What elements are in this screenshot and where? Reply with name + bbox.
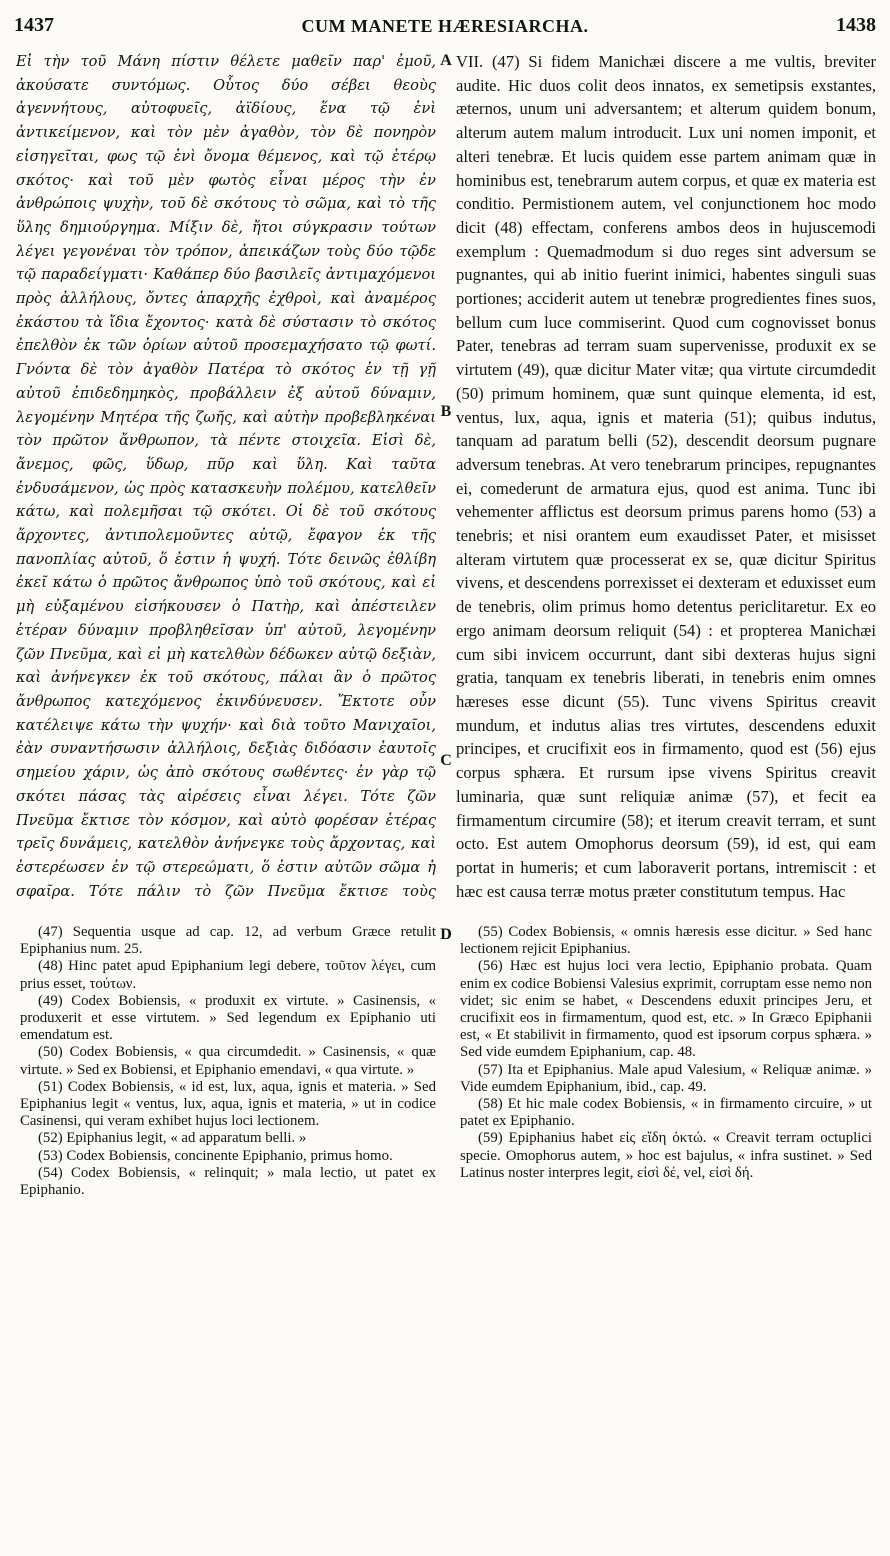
margin-letter-b: B	[440, 403, 452, 420]
footnotes-left	[20, 924, 436, 1544]
footnote: (59) Epiphanius habet εἰς εἴδη ὀκτώ. « Creavit terram octuplici specie. Omophorus autem, » hoc est bajulus, « infra sustinet. » Sed Latinus noster interpres legit, εἰσὶ δέ, vel, εἰσὶ δή.	[460, 1130, 872, 1181]
greek-column	[16, 50, 436, 902]
margin-letter-d: D	[440, 926, 452, 943]
footnote: (58) Et hic male codex Bobiensis, « in firmamento circuire, » ut patet ex Epiphanio.	[460, 1096, 872, 1130]
running-header	[0, 14, 890, 44]
page-number-left: 1437	[14, 14, 54, 36]
page-number-right: 1438	[836, 14, 876, 36]
footnotes-right	[460, 924, 872, 1544]
margin-letter-c: C	[440, 752, 452, 769]
footnote: (47) Sequentia usque ad cap. 12, ad verbum Græce retulit Epiphanius num. 25.	[20, 924, 436, 958]
footnote: (49) Codex Bobiensis, « produxit ex virtute. » Casinensis, « produxerit et esse virtutem. » Sed legendum ex Epiphanio uti emendatum est.	[20, 992, 436, 1044]
latin-column	[456, 50, 876, 902]
footnote: (52) Epiphanius legit, « ad apparatum belli. »	[38, 1130, 307, 1147]
margin-letter-a: A	[440, 52, 452, 69]
footnote: (56) Hæc est hujus loci vera lectio, Epiphanio probata. Quam enim ex codice Bobiensi Valesius exprimit, corruptam esse nemo non videt; sic enim se habet, « Descendens eduxit principes Jeru, et crucifixit eos in firmamentum, quod est, etc. » In Græco Epiphanii est, « Et stabilivit in firmamento, quod est ipsorum corpus sphæra. » Sed vide eumdem Epiphanium, cap. 48.	[460, 958, 872, 1061]
running-title: CUM MANETE HÆRESIARCHA.	[301, 16, 589, 36]
footnote: (54) Codex Bobiensis, « relinquit; » mala lectio, ut patet ex Epiphanio.	[20, 1164, 436, 1199]
footnote: (53) Codex Bobiensis, concinente Epiphanio, primus homo.	[38, 1147, 393, 1164]
greek-text: Εἰ τὴν τοῦ Μάνη πίστιν θέλετε μαθεῖν παρ' ἐμοῦ, ἀκούσατε συντόμως. Οὗτος δύο σέβει θεοὺς ἀγεννήτους, αὐτοφυεῖς, ἀϊδίους, ἕνα τῷ ἑνὶ ἀντικείμενον, καὶ τὸν μὲν ἀγαθὸν, τὸν δὲ πονηρὸν εἰσηγεῖται, φως τῷ ἑνὶ ὄνομα θέμενος, καὶ τῷ ἑτέρῳ σκότος· καὶ τοῦ μὲν φωτὸς εἶναι μέρος τὴν ἐν ἀνθρώποις ψυχὴν, τοῦ δὲ σκότους τὸ σῶμα, καὶ τὸ τῆς ὕλης δημιούργημα. Μίξιν δὲ, ἤτοι σύγκρασιν τούτων λέγει γεγονέναι τὸν τρόπον, ἀπεικάζων τοὺς δύο τῷδε τῷ παραδείγματι· Καθάπερ δύο βασιλεῖς ἀντιμαχόμενοι πρὸς ἀλλήλους, ὄντες ἀπαρχῆς ἐχθροὶ, καὶ ἀναμέρος ἑκάστου τὰ ἴδια ἔχοντος· κατὰ δὲ σύστασιν τὸ σκότος ἐπελθὸν ἐκ τῶν ὁρίων αὐτοῦ προσεμαχήσατο τῷ φωτί. Γνόντα δὲ τὸν ἀγαθὸν Πατέρα τὸ σκότος ἐν τῇ γῇ αὐτοῦ ἐπιδεδημηκὸς, προβάλλειν ἐξ αὐτοῦ δύναμιν, λεγομένην Μητέρα τῆς ζωῆς, καὶ αὐτὴν προβεβληκέναι τὸν πρῶτον ἄνθρωπον, τὰ πέντε στοιχεῖα. Εἰσὶ δὲ, ἄνεμος, φῶς, ὕδωρ, πῦρ καὶ ὕλη. Καὶ ταῦτα ἐνδυσάμενον, ὡς πρὸς κατασκευὴν πολέμου, κατελθεῖν κάτω, καὶ πολεμῆσαι τῷ σκότει. Οἱ δὲ τοῦ σκότους ἄρχοντες, ἀντιπολεμοῦντες αὐτῷ, ἔφαγον ἐκ τῆς πανοπλίας αὐτοῦ, ὅ ἐστιν ἡ ψυχή. Τότε δεινῶς ἐθλίβη ἐκεῖ κάτω ὁ πρῶτος ἄνθρωπος ὑπὸ τοῦ σκότους, καὶ εἰ μὴ εὐξαμένου εἰσήκουσεν ὁ Πατὴρ, καὶ ἀπέστειλεν ἑτέραν δύναμιν προβληθεῖσαν ὑπ' αὐτοῦ, λεγομένην ζῶν Πνεῦμα, καὶ εἰ μὴ κατελθὼν δέδωκεν αὐτῷ δεξιὰν, καὶ ἀνήνεγκεν ἐκ τοῦ σκότους, πάλαι ἂν ὁ πρῶτος ἄνθρωπος κατεχόμενος ἐκινδύνευσεν. Ἔκτοτε οὖν κατέλειψε κάτω τὴν ψυχήν· καὶ διὰ τοῦτο Μανιχαῖοι, ἐὰν συναντήσωσιν ἀλλήλοις, δεξιὰς διδόασιν ἑαυτοῖς σημείου χάριν, ὡς ἀπὸ σκότους σωθέντες· ἐν γὰρ τῷ σκότει πάσας τὰς αἱρέσεις εἶναι λέγει. Τότε ζῶν Πνεῦμα ἔκτισε τὸν κόσμον, καὶ αὐτὸ φορέσαν ἑτέρας τρεῖς δυνάμεις, κατελθὸν ἀνήνεγκε τοὺς ἄρχοντας, καὶ ἐστερέωσεν ἐν τῷ στερεώματι, ὅ ἐστιν αὐτῶν σῶμα ἡ σφαῖρα. Τότε πάλιν τὸ ζῶν Πνεῦμα ἔκτισε τοὺς	[16, 53, 436, 900]
latin-text: VII. (47) Si fidem Manichæi discere a me vultis, breviter audite. Hic duos colit deos innatos, ex semetipsis exstantes, æternos, unum uni adversantem; et alterum quidem bonum, alterum autem malum introducit. Lux uni nomen imponit, et alteri tenebræ. Et lucis quidem esse partem animam quæ in hominibus est, tenebrarum autem corpus, et quæ ex materia est conditio. Permistionem autem, vel conjunctionem hoc modo dicit (48) effectam, conferens ambos deos in hujuscemodi exemplum : Quemadmodum si duo reges sint adversum se pugnantes, qui ab initio fuerint inimici, habentes singuli suas portiones; acciderit autem ut tenebræ progredientes fines suos, bellum cum luce commiserint. Quod cum cognovisset bonus Pater, tenebras ad terram suam supervenisse, produxit ex se virtutem (49), quæ dicitur Mater vitæ; qua virtute circumdedit (50) primum hominem, quæ sunt quinque elementa, id est, ventus, lux, aqua, ignis et materia (51); quibus indutus, tanquam ad paratum belli (52), descendit deorsum pugnare adversum tenebras. At vero tenebrarum principes, repugnantes ei, comederunt de armatura ejus, quod est anima. Tunc ibi vehementer afflictus est deorsum primus parens homo (53) a tenebris; et nisi orantem eum exaudisset Pater, et misisset alteram virtutem quæ processerat ex se, quæ dicitur Spiritus vivens, et descendens porrexisset ei dexteram et eduxisset eum de tenebris, olim primus homo detentus periclitaretur. Ex eo ergo animam deorsum reliquit (54) : et propterea Manichæi cum sibi invicem occurrunt, dant sibi dexteras hujus signi gratia, tanquam ex tenebris liberati, in tenebris enim omnes hæreses esse dicunt (55). Tunc vivens Spiritus creavit mundum, et indutus alias tres virtutes, descendens eduxit principes, et crucifixit eos in firmamento, quod est (56) ejus corpus sphæra. Et rursum ipse vivens Spiritus creavit luminaria, quæ sunt reliquiæ animæ (57), et fecit ea firmamentum circumire (58); et iterum creavit terram, et sunt octo. Est autem Omophorus deorsum (59), id est, qui eam portat in humeris; et cum laboraverit portans, intremiscit : et hæc est causa terræ motus præter constitutum tempus. Hac	[456, 52, 876, 901]
footnote: (50) Codex Bobiensis, « qua circumdedit. » Casinensis, « quæ virtute. » Sed ex Bobiensi, et Epiphanio emendavi, « qua virtute. »	[20, 1044, 436, 1078]
footnote: (55) Codex Bobiensis, « omnis hæresis esse dicitur. » Sed hanc lectionem rejicit Epiphanius.	[460, 924, 872, 958]
footnote: (51) Codex Bobiensis, « id est, lux, aqua, ignis et materia. » Sed Epiphanius legit « ventus, lux, aqua, ignis et materia, » ut in codice Casinensi, qui veram exhibet hujus loci lectionem.	[20, 1078, 436, 1130]
footnote: (48) Hinc patet apud Epiphanium legi debere, τοῦτον λέγει, cum prius esset, τούτων.	[20, 958, 436, 992]
footnote: (57) Ita et Epiphanius. Male apud Valesium, « Reliquæ animæ. » Vide eumdem Epiphanium, ibid., cap. 49.	[460, 1061, 872, 1095]
